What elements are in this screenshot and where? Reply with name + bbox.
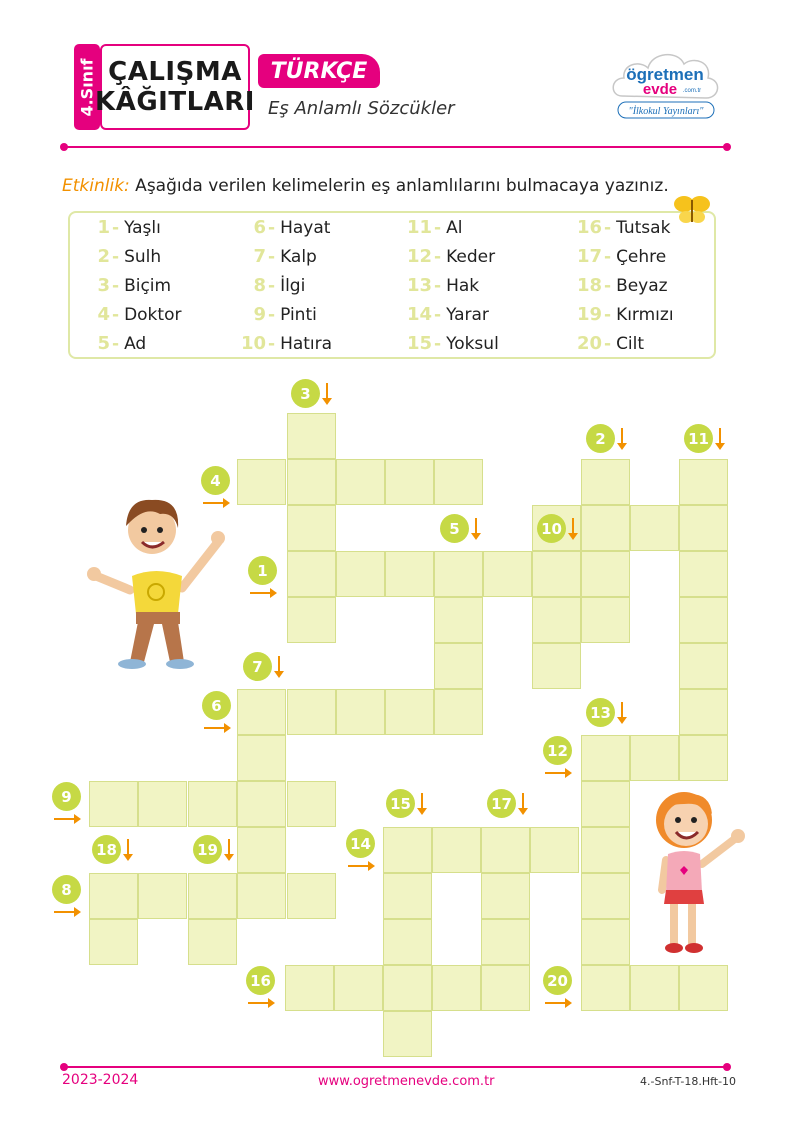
crossword-cell[interactable] <box>532 551 581 597</box>
clue-number: 17 <box>576 246 602 267</box>
clue-number: 16 <box>576 217 602 238</box>
clue-marker-3: 3 <box>291 379 320 408</box>
clue-dash: - <box>268 334 276 354</box>
footer-website[interactable]: www.ogretmenevde.com.tr <box>318 1074 495 1089</box>
crossword-cell[interactable] <box>138 781 187 827</box>
clue-number: 19 <box>576 304 602 325</box>
down-arrow-icon <box>522 793 524 813</box>
crossword-cell[interactable] <box>481 965 530 1011</box>
right-arrow-icon <box>248 1002 272 1004</box>
clue-marker-8: 8 <box>52 875 81 904</box>
crossword-cell[interactable] <box>383 965 432 1011</box>
crossword-cell[interactable] <box>89 873 138 919</box>
clue-dash: - <box>434 334 442 354</box>
clue-item <box>236 217 330 238</box>
down-arrow-icon <box>719 428 721 448</box>
crossword-cell[interactable] <box>383 873 432 919</box>
clue-item <box>80 217 161 238</box>
boy-illustration <box>86 492 226 672</box>
clue-number: 2 <box>97 246 110 267</box>
crossword-cell[interactable] <box>385 689 434 735</box>
title-line-2: KÂĞITLARI <box>95 87 255 117</box>
down-arrow-icon <box>621 702 623 722</box>
clue-marker-19: 19 <box>193 835 222 864</box>
logo-brand-top: ögretmen <box>626 65 704 84</box>
crossword-cell[interactable] <box>237 873 286 919</box>
clue-dash: - <box>434 305 442 325</box>
clue-word: Yaşlı <box>124 218 161 238</box>
crossword-cell[interactable] <box>237 689 286 735</box>
clue-word: Ad <box>124 334 147 354</box>
crossword-cell[interactable] <box>287 413 336 459</box>
crossword-cell[interactable] <box>285 965 334 1011</box>
right-arrow-icon <box>348 865 372 867</box>
crossword-cell[interactable] <box>679 505 728 551</box>
crossword-cell[interactable] <box>679 689 728 735</box>
crossword-cell[interactable] <box>188 781 237 827</box>
clue-dash: - <box>604 218 612 238</box>
clue-number: 11 <box>406 217 432 238</box>
clue-number: 6 <box>253 217 266 238</box>
crossword-cell[interactable] <box>679 965 728 1011</box>
clue-word: Çehre <box>616 247 667 267</box>
crossword-cell[interactable] <box>679 551 728 597</box>
clue-dash: - <box>604 334 612 354</box>
crossword-cell[interactable] <box>188 919 237 965</box>
crossword-cell[interactable] <box>679 597 728 643</box>
crossword-cell[interactable] <box>336 551 385 597</box>
clue-item <box>402 333 499 354</box>
clue-item <box>236 275 305 296</box>
crossword-cell[interactable] <box>237 735 286 781</box>
crossword-cell[interactable] <box>434 689 483 735</box>
clue-number: 1 <box>97 217 110 238</box>
clue-number: 14 <box>406 304 432 325</box>
clue-item <box>572 217 670 238</box>
crossword-cell[interactable] <box>679 735 728 781</box>
instruction-label: Etkinlik: <box>62 176 130 196</box>
crossword-cell[interactable] <box>188 873 237 919</box>
crossword-cell[interactable] <box>434 459 483 505</box>
clue-dash: - <box>112 218 120 238</box>
crossword-cell[interactable] <box>581 827 630 873</box>
clue-item <box>402 217 462 238</box>
crossword-cell[interactable] <box>287 873 336 919</box>
title-line-1: ÇALIŞMA <box>108 57 242 87</box>
clue-item <box>402 304 489 325</box>
clue-marker-10: 10 <box>537 514 566 543</box>
header-divider <box>64 146 727 148</box>
crossword-cell[interactable] <box>581 735 630 781</box>
crossword-cell[interactable] <box>481 873 530 919</box>
crossword-cell[interactable] <box>336 689 385 735</box>
crossword-cell[interactable] <box>481 827 530 873</box>
clue-number: 5 <box>97 333 110 354</box>
crossword-cell[interactable] <box>581 781 630 827</box>
footer-code: 4.-Snf-T-18.Hft-10 <box>640 1075 737 1088</box>
clue-marker-7: 7 <box>243 652 272 681</box>
clue-item <box>80 304 181 325</box>
clue-item <box>236 333 332 354</box>
crossword-cell[interactable] <box>581 965 630 1011</box>
crossword-cell[interactable] <box>287 505 336 551</box>
clue-dash: - <box>112 276 120 296</box>
crossword-cell[interactable] <box>630 965 679 1011</box>
clue-dash: - <box>112 247 120 267</box>
clue-item <box>402 275 479 296</box>
clue-dash: - <box>268 247 276 267</box>
crossword-cell[interactable] <box>434 597 483 643</box>
crossword-cell[interactable] <box>679 459 728 505</box>
footer-divider <box>64 1066 727 1068</box>
right-arrow-icon <box>545 772 569 774</box>
clue-word: Doktor <box>124 305 182 325</box>
clue-marker-4: 4 <box>201 466 230 495</box>
right-arrow-icon <box>54 818 78 820</box>
crossword-cell[interactable] <box>581 919 630 965</box>
clue-number: 18 <box>576 275 602 296</box>
clue-word: Kalp <box>280 247 317 267</box>
down-arrow-icon <box>621 428 623 448</box>
crossword-cell[interactable] <box>385 459 434 505</box>
clue-number: 20 <box>576 333 602 354</box>
clue-dash: - <box>112 305 120 325</box>
crossword-cell[interactable] <box>336 459 385 505</box>
crossword-cell[interactable] <box>483 551 532 597</box>
grade-tab: 4.Sınıf <box>74 44 100 130</box>
clue-number: 8 <box>253 275 266 296</box>
clue-item <box>572 333 644 354</box>
crossword-cell[interactable] <box>287 689 336 735</box>
down-arrow-icon <box>475 518 477 538</box>
clue-marker-18: 18 <box>92 835 121 864</box>
girl-illustration <box>640 780 750 960</box>
crossword-cell[interactable] <box>287 459 336 505</box>
crossword-cell[interactable] <box>237 827 286 873</box>
crossword-cell[interactable] <box>481 919 530 965</box>
crossword-cell[interactable] <box>89 781 138 827</box>
clue-item <box>402 246 495 267</box>
clue-item <box>236 246 317 267</box>
right-arrow-icon <box>545 1002 569 1004</box>
clue-item <box>572 246 666 267</box>
crossword-cell[interactable] <box>532 643 581 689</box>
clue-dash: - <box>434 218 442 238</box>
clue-marker-1: 1 <box>248 556 277 585</box>
crossword-cell[interactable] <box>237 781 286 827</box>
clue-number: 9 <box>253 304 266 325</box>
clue-item <box>572 304 674 325</box>
clue-item <box>572 275 668 296</box>
clue-item <box>80 275 171 296</box>
down-arrow-icon <box>228 839 230 859</box>
clue-marker-6: 6 <box>202 691 231 720</box>
right-arrow-icon <box>204 727 228 729</box>
crossword-cell[interactable] <box>385 551 434 597</box>
clue-word: Cilt <box>616 334 645 354</box>
crossword-cell[interactable] <box>532 597 581 643</box>
clue-word: Al <box>446 218 463 238</box>
clue-marker-17: 17 <box>487 789 516 818</box>
clue-dash: - <box>268 305 276 325</box>
logo-brand-bottom: evde <box>642 81 678 98</box>
clue-marker-11: 11 <box>684 424 713 453</box>
crossword-cell[interactable] <box>287 597 336 643</box>
crossword-cell[interactable] <box>334 965 383 1011</box>
crossword-cell[interactable] <box>581 597 630 643</box>
right-arrow-icon <box>54 911 78 913</box>
clue-marker-20: 20 <box>543 966 572 995</box>
clue-number: 15 <box>406 333 432 354</box>
crossword-cell[interactable] <box>581 873 630 919</box>
clue-dash: - <box>604 305 612 325</box>
clue-number: 13 <box>406 275 432 296</box>
crossword-cell[interactable] <box>434 551 483 597</box>
clue-word: Hak <box>446 276 480 296</box>
clue-word: Sulh <box>124 247 162 267</box>
clue-dash: - <box>604 247 612 267</box>
clue-dash: - <box>604 276 612 296</box>
clue-item <box>80 246 161 267</box>
crossword-cell[interactable] <box>383 919 432 965</box>
subject-badge: TÜRKÇE <box>258 54 380 88</box>
footer-year: 2023-2024 <box>62 1072 139 1088</box>
crossword-cell[interactable] <box>434 643 483 689</box>
crossword-cell[interactable] <box>89 919 138 965</box>
clue-word: Kırmızı <box>616 305 674 325</box>
clue-number: 4 <box>97 304 110 325</box>
clue-dash: - <box>434 276 442 296</box>
clue-marker-14: 14 <box>346 829 375 858</box>
crossword-cell[interactable] <box>581 459 630 505</box>
clue-word-box <box>68 211 716 359</box>
clue-marker-16: 16 <box>246 966 275 995</box>
crossword-cell[interactable] <box>432 965 481 1011</box>
clue-item <box>80 333 146 354</box>
crossword-cell[interactable] <box>679 643 728 689</box>
clue-word: Beyaz <box>616 276 668 296</box>
clue-marker-15: 15 <box>386 789 415 818</box>
worksheet-subtitle: Eş Anlamlı Sözcükler <box>268 98 455 119</box>
clue-marker-2: 2 <box>586 424 615 453</box>
crossword-cell[interactable] <box>383 827 432 873</box>
clue-dash: - <box>112 334 120 354</box>
crossword-cell[interactable] <box>581 551 630 597</box>
worksheet-title <box>95 44 255 130</box>
crossword-cell[interactable] <box>432 827 481 873</box>
clue-marker-12: 12 <box>543 736 572 765</box>
right-arrow-icon <box>250 592 274 594</box>
down-arrow-icon <box>421 793 423 813</box>
down-arrow-icon <box>127 839 129 859</box>
clue-word: Tutsak <box>616 218 671 238</box>
clue-word: Biçim <box>124 276 172 296</box>
publisher-logo <box>608 44 722 126</box>
crossword-cell[interactable] <box>383 1011 432 1057</box>
clue-word: Keder <box>446 247 496 267</box>
clue-word: Pinti <box>280 305 317 325</box>
clue-word: Yoksul <box>446 334 499 354</box>
clue-dash: - <box>268 276 276 296</box>
clue-marker-13: 13 <box>586 698 615 727</box>
clue-dash: - <box>434 247 442 267</box>
clue-number: 3 <box>97 275 110 296</box>
clue-word: İlgi <box>280 276 306 296</box>
crossword-cell[interactable] <box>581 505 630 551</box>
butterfly-icon <box>672 192 712 228</box>
crossword-cell[interactable] <box>287 781 336 827</box>
crossword-cell[interactable] <box>630 505 679 551</box>
logo-domain: .com.tr <box>682 88 702 94</box>
crossword-cell[interactable] <box>530 827 579 873</box>
clue-word: Hayat <box>280 218 331 238</box>
crossword-cell[interactable] <box>237 459 286 505</box>
down-arrow-icon <box>278 656 280 676</box>
clue-item <box>236 304 317 325</box>
clue-word: Yarar <box>446 305 489 325</box>
crossword-cell[interactable] <box>138 873 187 919</box>
instruction-text: Aşağıda verilen kelimelerin eş anlamlılarını bulmacaya yazınız. <box>129 176 669 196</box>
crossword-cell[interactable] <box>287 551 336 597</box>
clue-word: Hatıra <box>280 334 333 354</box>
crossword-cell[interactable] <box>630 735 679 781</box>
instruction <box>62 176 669 196</box>
clue-marker-9: 9 <box>52 782 81 811</box>
clue-dash: - <box>268 218 276 238</box>
clue-number: 7 <box>253 246 266 267</box>
down-arrow-icon <box>572 518 574 538</box>
clue-number: 12 <box>406 246 432 267</box>
clue-number: 10 <box>240 333 266 354</box>
logo-tagline: "İlkokul Yayınları" <box>628 106 704 117</box>
clue-marker-5: 5 <box>440 514 469 543</box>
down-arrow-icon <box>326 383 328 403</box>
